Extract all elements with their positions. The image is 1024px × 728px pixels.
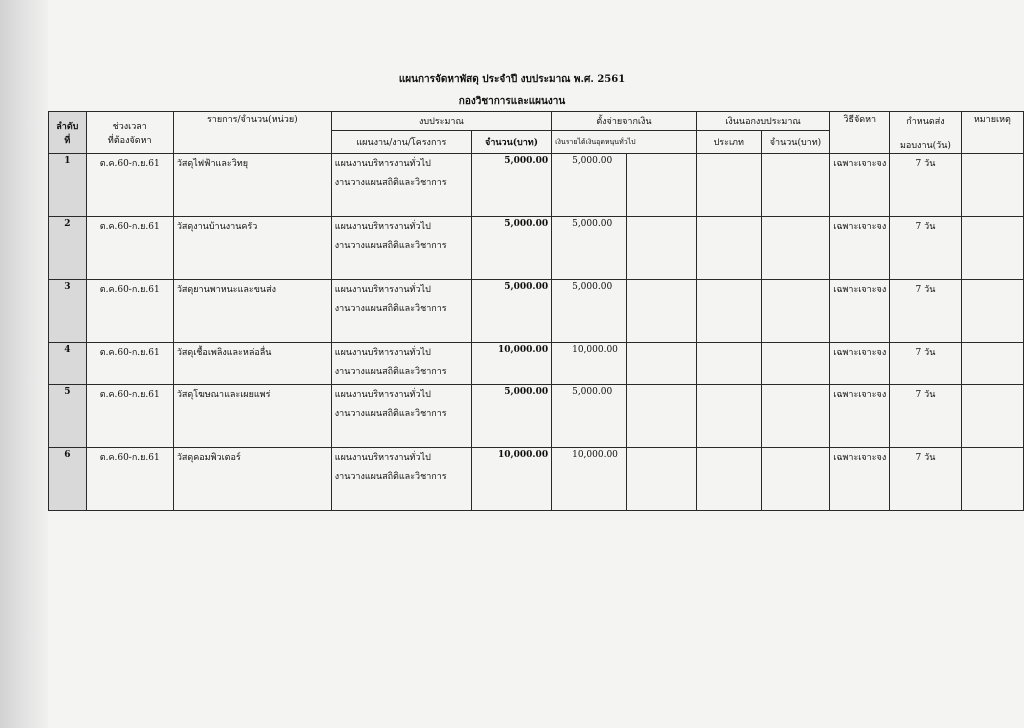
- row-source-empty: [626, 280, 696, 343]
- row-amount: 5,000.00: [471, 154, 551, 217]
- row-extra-type: [696, 280, 761, 343]
- row-remark: [961, 217, 1023, 280]
- row-deadline: 7 วัน: [890, 280, 961, 343]
- header-budget-plan: แผนงาน/งาน/โครงการ: [331, 131, 471, 154]
- row-method: เฉพาะเจาะจง: [830, 280, 890, 343]
- header-seq: [49, 112, 87, 154]
- row-source-amount: 5,000.00: [552, 280, 627, 343]
- row-extra-amount: [761, 217, 830, 280]
- row-plan-task: งานวางแผนสถิติและวิชาการ: [334, 241, 447, 251]
- row-deadline: 7 วัน: [890, 217, 961, 280]
- procurement-plan-table: [48, 111, 1024, 511]
- row-item: วัสดุไฟฟ้าและวิทยุ: [173, 154, 331, 217]
- header-extra-type: ประเภท: [696, 131, 761, 154]
- row-seq: 5: [49, 385, 87, 448]
- row-plan: [331, 217, 471, 280]
- row-deadline: 7 วัน: [890, 154, 961, 217]
- row-remark: [961, 280, 1023, 343]
- header-method: วิธีจัดหา: [830, 112, 890, 154]
- row-item: วัสดุเชื้อเพลิงและหล่อลื่น: [173, 343, 331, 385]
- row-amount: 10,000.00: [471, 448, 551, 511]
- row-period: ต.ค.60-ก.ย.61: [86, 280, 173, 343]
- row-method: เฉพาะเจาะจง: [830, 343, 890, 385]
- header-seq-line2: ที่: [64, 135, 71, 146]
- header-budget: งบประมาณ: [331, 112, 551, 131]
- row-source-empty: [626, 385, 696, 448]
- row-plan: [331, 280, 471, 343]
- row-method: เฉพาะเจาะจง: [830, 385, 890, 448]
- row-plan-program: แผนงานบริหารงานทั่วไป: [334, 285, 431, 295]
- row-item: วัสดุโฆษณาและเผยแพร่: [173, 385, 331, 448]
- header-deadline-line2: มอบงาน(วัน): [900, 140, 951, 151]
- table-row: [49, 280, 1024, 343]
- row-period: ต.ค.60-ก.ย.61: [86, 343, 173, 385]
- row-source-empty: [626, 154, 696, 217]
- row-remark: [961, 154, 1023, 217]
- row-plan-program: แผนงานบริหารงานทั่วไป: [334, 390, 431, 400]
- row-extra-type: [696, 154, 761, 217]
- header-row-1: [49, 112, 1024, 131]
- row-plan-program: แผนงานบริหารงานทั่วไป: [334, 348, 431, 358]
- table-row: [49, 385, 1024, 448]
- row-remark: [961, 343, 1023, 385]
- row-deadline: 7 วัน: [890, 343, 961, 385]
- header-item: รายการ/จำนวน(หน่วย): [173, 112, 331, 154]
- row-amount: 5,000.00: [471, 280, 551, 343]
- row-method: เฉพาะเจาะจง: [830, 448, 890, 511]
- header-period: [86, 112, 173, 154]
- header-extra-budget: เงินนอกงบประมาณ: [696, 112, 829, 131]
- row-source-amount: 10,000.00: [552, 448, 627, 511]
- row-extra-amount: [761, 280, 830, 343]
- row-deadline: 7 วัน: [890, 385, 961, 448]
- document-subtitle: กองวิชาการและแผนงาน: [458, 96, 566, 107]
- row-plan-program: แผนงานบริหารงานทั่วไป: [334, 159, 431, 169]
- row-source-empty: [626, 448, 696, 511]
- header-seq-line1: ลำดับ: [56, 121, 79, 132]
- row-extra-amount: [761, 448, 830, 511]
- row-amount: 5,000.00: [471, 385, 551, 448]
- header-deadline-line1: กำหนดส่ง: [906, 116, 945, 127]
- row-item: วัสดุคอมพิวเตอร์: [173, 448, 331, 511]
- row-amount: 5,000.00: [471, 217, 551, 280]
- row-plan-task: งานวางแผนสถิติและวิชาการ: [334, 409, 447, 419]
- row-source-empty: [626, 217, 696, 280]
- row-source-amount: 5,000.00: [552, 217, 627, 280]
- row-remark: [961, 448, 1023, 511]
- header-extra-amount: จำนวน(บาท): [761, 131, 830, 154]
- header-period-line1: ช่วงเวลา: [112, 121, 147, 132]
- row-plan: [331, 154, 471, 217]
- row-plan-task: งานวางแผนสถิติและวิชาการ: [334, 304, 447, 314]
- document-title: แผนการจัดหาพัสดุ ประจำปี งบประมาณ พ.ศ. 2561: [398, 74, 626, 85]
- row-period: ต.ค.60-ก.ย.61: [86, 385, 173, 448]
- row-extra-amount: [761, 154, 830, 217]
- row-seq: 3: [49, 280, 87, 343]
- row-deadline: 7 วัน: [890, 448, 961, 511]
- row-item: วัสดุยานพาหนะและขนส่ง: [173, 280, 331, 343]
- row-plan: [331, 385, 471, 448]
- row-extra-amount: [761, 343, 830, 385]
- row-period: ต.ค.60-ก.ย.61: [86, 448, 173, 511]
- row-plan-program: แผนงานบริหารงานทั่วไป: [334, 222, 431, 232]
- row-item: วัสดุงานบ้านงานครัว: [173, 217, 331, 280]
- row-source-amount: 5,000.00: [552, 154, 627, 217]
- row-seq: 2: [49, 217, 87, 280]
- row-plan-task: งานวางแผนสถิติและวิชาการ: [334, 178, 447, 188]
- table-row: [49, 448, 1024, 511]
- row-extra-type: [696, 343, 761, 385]
- row-seq: 1: [49, 154, 87, 217]
- row-plan-task: งานวางแผนสถิติและวิชาการ: [334, 367, 447, 377]
- row-source-amount: 10,000.00: [552, 343, 627, 385]
- row-period: ต.ค.60-ก.ย.61: [86, 217, 173, 280]
- row-plan-program: แผนงานบริหารงานทั่วไป: [334, 453, 431, 463]
- row-extra-type: [696, 448, 761, 511]
- row-method: เฉพาะเจาะจง: [830, 217, 890, 280]
- row-amount: 10,000.00: [471, 343, 551, 385]
- row-extra-amount: [761, 385, 830, 448]
- header-period-line2: ที่ต้องจัดหา: [107, 135, 152, 146]
- row-plan: [331, 343, 471, 385]
- header-source-sub: เงินรายได้เงินอุดหนุนทั่วไป: [552, 131, 697, 154]
- row-method: เฉพาะเจาะจง: [830, 154, 890, 217]
- header-deadline: [890, 112, 961, 154]
- row-source-amount: 5,000.00: [552, 385, 627, 448]
- row-seq: 4: [49, 343, 87, 385]
- row-plan-task: งานวางแผนสถิติและวิชาการ: [334, 472, 447, 482]
- row-seq: 6: [49, 448, 87, 511]
- header-budget-amount: จำนวน(บาท): [471, 131, 551, 154]
- table-row: [49, 217, 1024, 280]
- table-row: [49, 343, 1024, 385]
- row-period: ต.ค.60-ก.ย.61: [86, 154, 173, 217]
- row-extra-type: [696, 385, 761, 448]
- row-extra-type: [696, 217, 761, 280]
- page-edge-shadow: [0, 0, 48, 728]
- row-remark: [961, 385, 1023, 448]
- header-source: ตั้งจ่ายจากเงิน: [552, 112, 697, 131]
- row-plan: [331, 448, 471, 511]
- row-source-empty: [626, 343, 696, 385]
- table-row: [49, 154, 1024, 217]
- header-remark: หมายเหตุ: [961, 112, 1023, 154]
